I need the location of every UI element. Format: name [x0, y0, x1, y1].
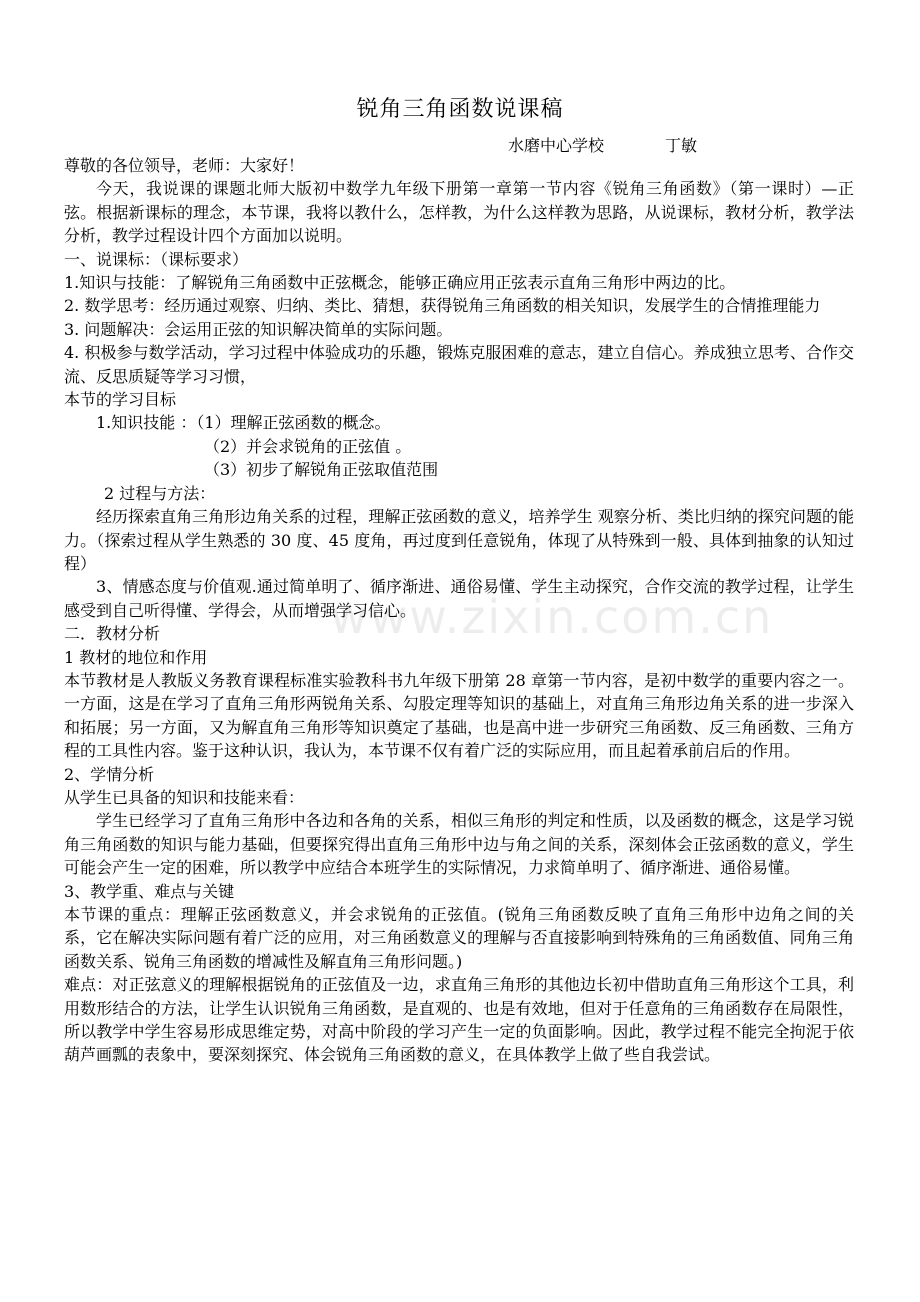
paragraph: 学生已经学习了直角三角形中各边和各角的关系，相似三角形的判定和性质，以及函数的概念，这是学习锐角三角函数的知识与能力基础，但要探究得出直角三角形中边与角之间的关系，深刻体会正弦函数的意义，学生可能会产生一定的困难，所以教学中应结合本班学生的实际情况，力求简单明了、循序渐进、通俗易懂。 [64, 811, 854, 878]
watermark: www.zixin.com.cn [330, 590, 774, 644]
paragraph: 本节的学习目标 [64, 390, 177, 410]
paragraph: 2 过程与方法： [104, 483, 216, 503]
paragraph: 4. 积极参与数学活动，学习过程中体验成功的乐趣，锻炼克服困难的意志，建立自信心。养成独立思考、合作交流、反思质疑等学习习惯， [64, 343, 854, 386]
paragraph: 难点：对正弦意义的理解根据锐角的正弦值及一边，求直角三角形的其他边长初中借助直角三角形这个工具，利用数形结合的方法，让学生认识锐角三角函数，是直观的、也是有效地，但对于任意角的三角函数存在局限性，所以教学中学生容易形成思维定势，对高中阶段的学习产生一定的负面影响。因此，教学过程不能完全拘泥于依葫芦画瓢的表象中，要深刻探究、体会锐角三角函数的意义，在具体教学上做了些自我尝试。 [64, 975, 854, 1065]
document-body [64, 154, 854, 1067]
paragraph: 2. 数学思考：经历通过观察、归纳、类比、猜想，获得锐角三角函数的相关知识，发展学生的合情推理能力 [64, 296, 821, 316]
paragraph: 1.知识与技能：了解锐角三角函数中正弦概念，能够正确应用正弦表示直角三角形中两边的比。 [64, 273, 736, 293]
paragraph: 2、学情分析 [64, 764, 155, 784]
paragraph: 1.知识技能 ：（1）理解正弦函数的概念。 [96, 413, 391, 433]
paragraph: 尊敬的各位领导，老师：大家好！ [64, 156, 305, 175]
paragraph: 本节教材是人教版义务教育课程标准实验教科书九年级下册第 28 章第一节内容，是初中数学的重要内容之一。一方面，这是在学习了直角三角形两锐角关系、勾股定理等知识的基础上，对直角三角形边角关系的进一步深入和拓展；另一方面，又为解直角三角形等知识奠定了基础，也是高中进一步研究三角函数、反三角函数、三角方程的工具性内容。鉴于这种认识，我认为，本节课不仅有着广泛的实际应用，而且起着承前启后的作用。 [64, 670, 854, 761]
paragraph: （3）初步了解锐角正弦取值范围 [204, 460, 439, 480]
author-line: 水磨中心学校 丁敏 [508, 136, 698, 155]
paragraph: 3、情感态度与价值观.通过简单明了、循序渐进、通俗易懂、学生主动探究，合作交流的教学过程，让学生感受到自己听得懂、学得会，从而增强学习信心。 [64, 577, 854, 620]
paragraph: 经历探索直角三角形边角关系的过程，理解正弦函数的意义，培养学生 观察分析、类比归纳的探究问题的能力。（探索过程从学生熟悉的 30 度、45 度角，再过度到任意锐角，体现了从特殊到一般、具体到抽象的认知过程） [64, 507, 854, 573]
paragraph: 本节课的重点：理解正弦函数意义，并会求锐角的正弦值。(锐角三角函数反映了直角三角形中边角之间的关系，它在解决实际问题有着广泛的应用，对三角函数意义的理解与否直接影响到特殊角的三角函数值、同角三角函数关系、锐角三角函数的增减性及解直角三角形问题。) [64, 905, 854, 971]
paragraph: 3、教学重、难点与关键 [64, 881, 235, 901]
paragraph: 3. 问题解决：会运用正弦的知识解决简单的实际问题。 [64, 319, 453, 339]
paragraph: 今天，我说课的课题北师大版初中数学九年级下册第一章第一节内容《锐角三角函数》（第一课时）—正弦。根据新课标的理念，本节课，我将以教什么，怎样教，为什么这样教为思路，从说课标，教材分析，教学法分析，教学过程设计四个方面加以说明。 [64, 179, 854, 246]
paragraph: （2）并会求锐角的正弦值 。 [204, 436, 412, 456]
document-title: 锐角三角函数说课稿 [356, 97, 564, 122]
paragraph: 从学生已具备的知识和技能来看： [64, 787, 305, 807]
paragraph: 1 教材的地位和作用 [64, 647, 208, 667]
paragraph: 二．教材分析 [64, 624, 161, 644]
paragraph: 一、说课标：（课标要求） [64, 249, 249, 269]
